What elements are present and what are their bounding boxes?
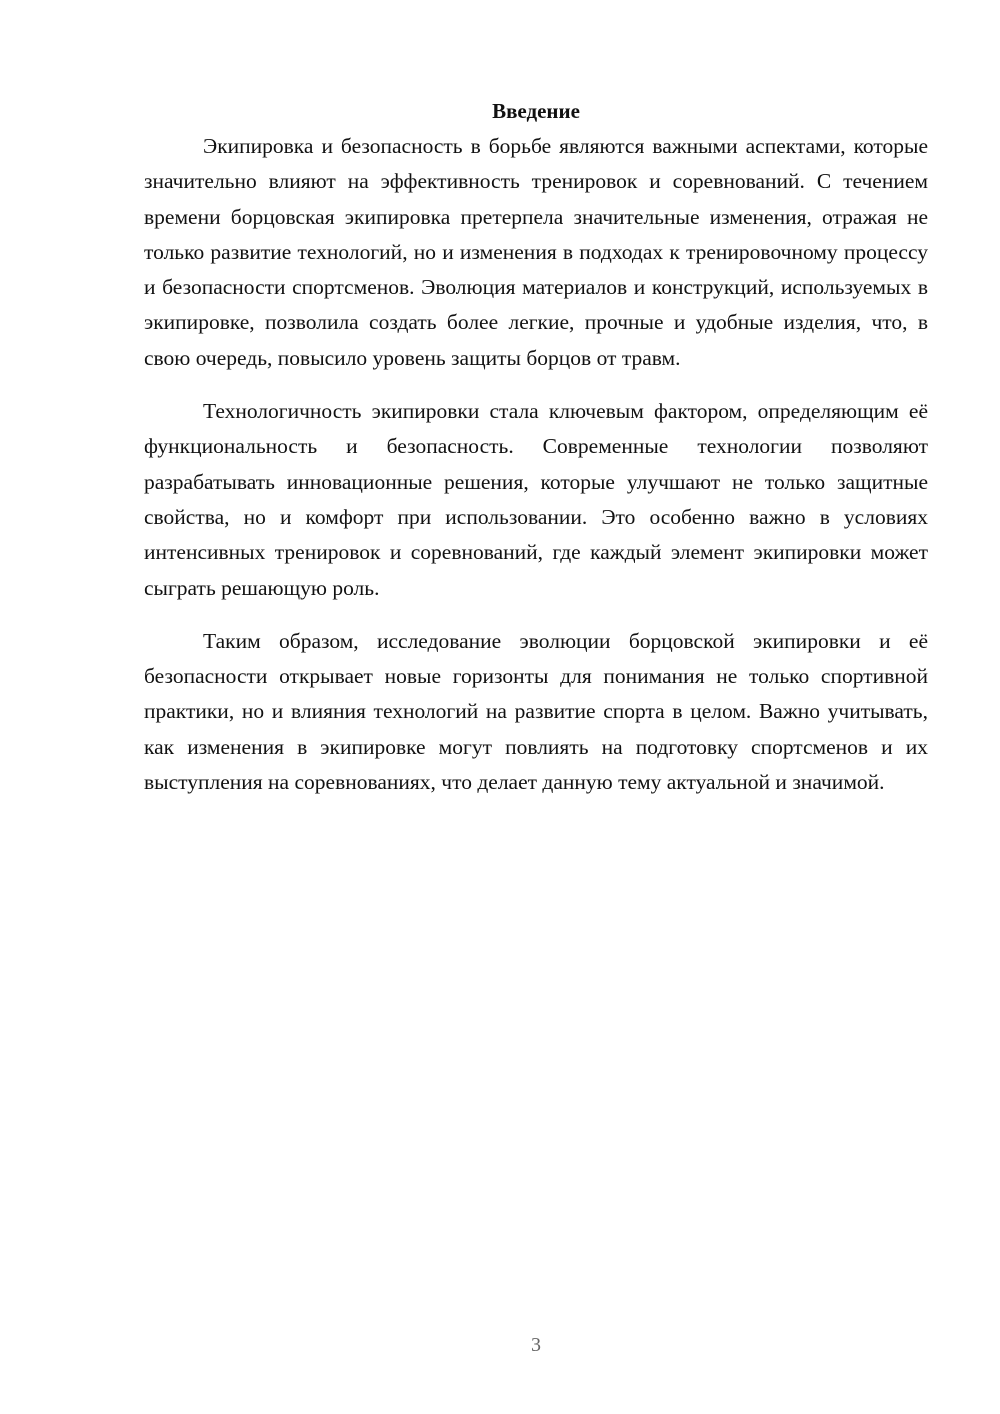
paragraph-2: Технологичность экипировки стала ключевым фактором, определяющим её функциональность и безопасность. Современные технологии позволяют разрабатывать инновационные решения, которые улучшают не только защитные свойства, но и комфорт при использовании. Это особенно важно в условиях интенсивных тренировок и соревнований, где каждый элемент экипировки может сыграть решающую роль. bbox=[144, 399, 928, 600]
paragraph-3: Таким образом, исследование эволюции борцовской экипировки и её безопасности открывает новые горизонты для понимания не только спортивной практики, но и влияния технологий на развитие спорта в целом. Важно учитывать, как изменения в экипировке могут повлиять на подготовку спортсменов и их выступления на соревнованиях, что делает данную тему актуальной и значимой. bbox=[144, 628, 928, 795]
paragraph-1: Экипировка и безопасность в борьбе являются важными аспектами, которые значительно влияют на эффективность тренировок и соревнований. С течением времени борцовская экипировка претерпела значительные изменения, отражая не только развитие технологий, но и изменения в подходах к тренировочному процессу и безопасности спортсменов. Эволюция материалов и конструкций, используемых в экипировке, позволила создать более легкие, прочные и удобные изделия, что, в свою очередь, повысило уровень защиты борцов от травм. bbox=[144, 134, 928, 370]
section-title: Введение bbox=[492, 99, 580, 123]
page-number: 3 bbox=[531, 1334, 541, 1356]
page-content bbox=[144, 94, 928, 800]
